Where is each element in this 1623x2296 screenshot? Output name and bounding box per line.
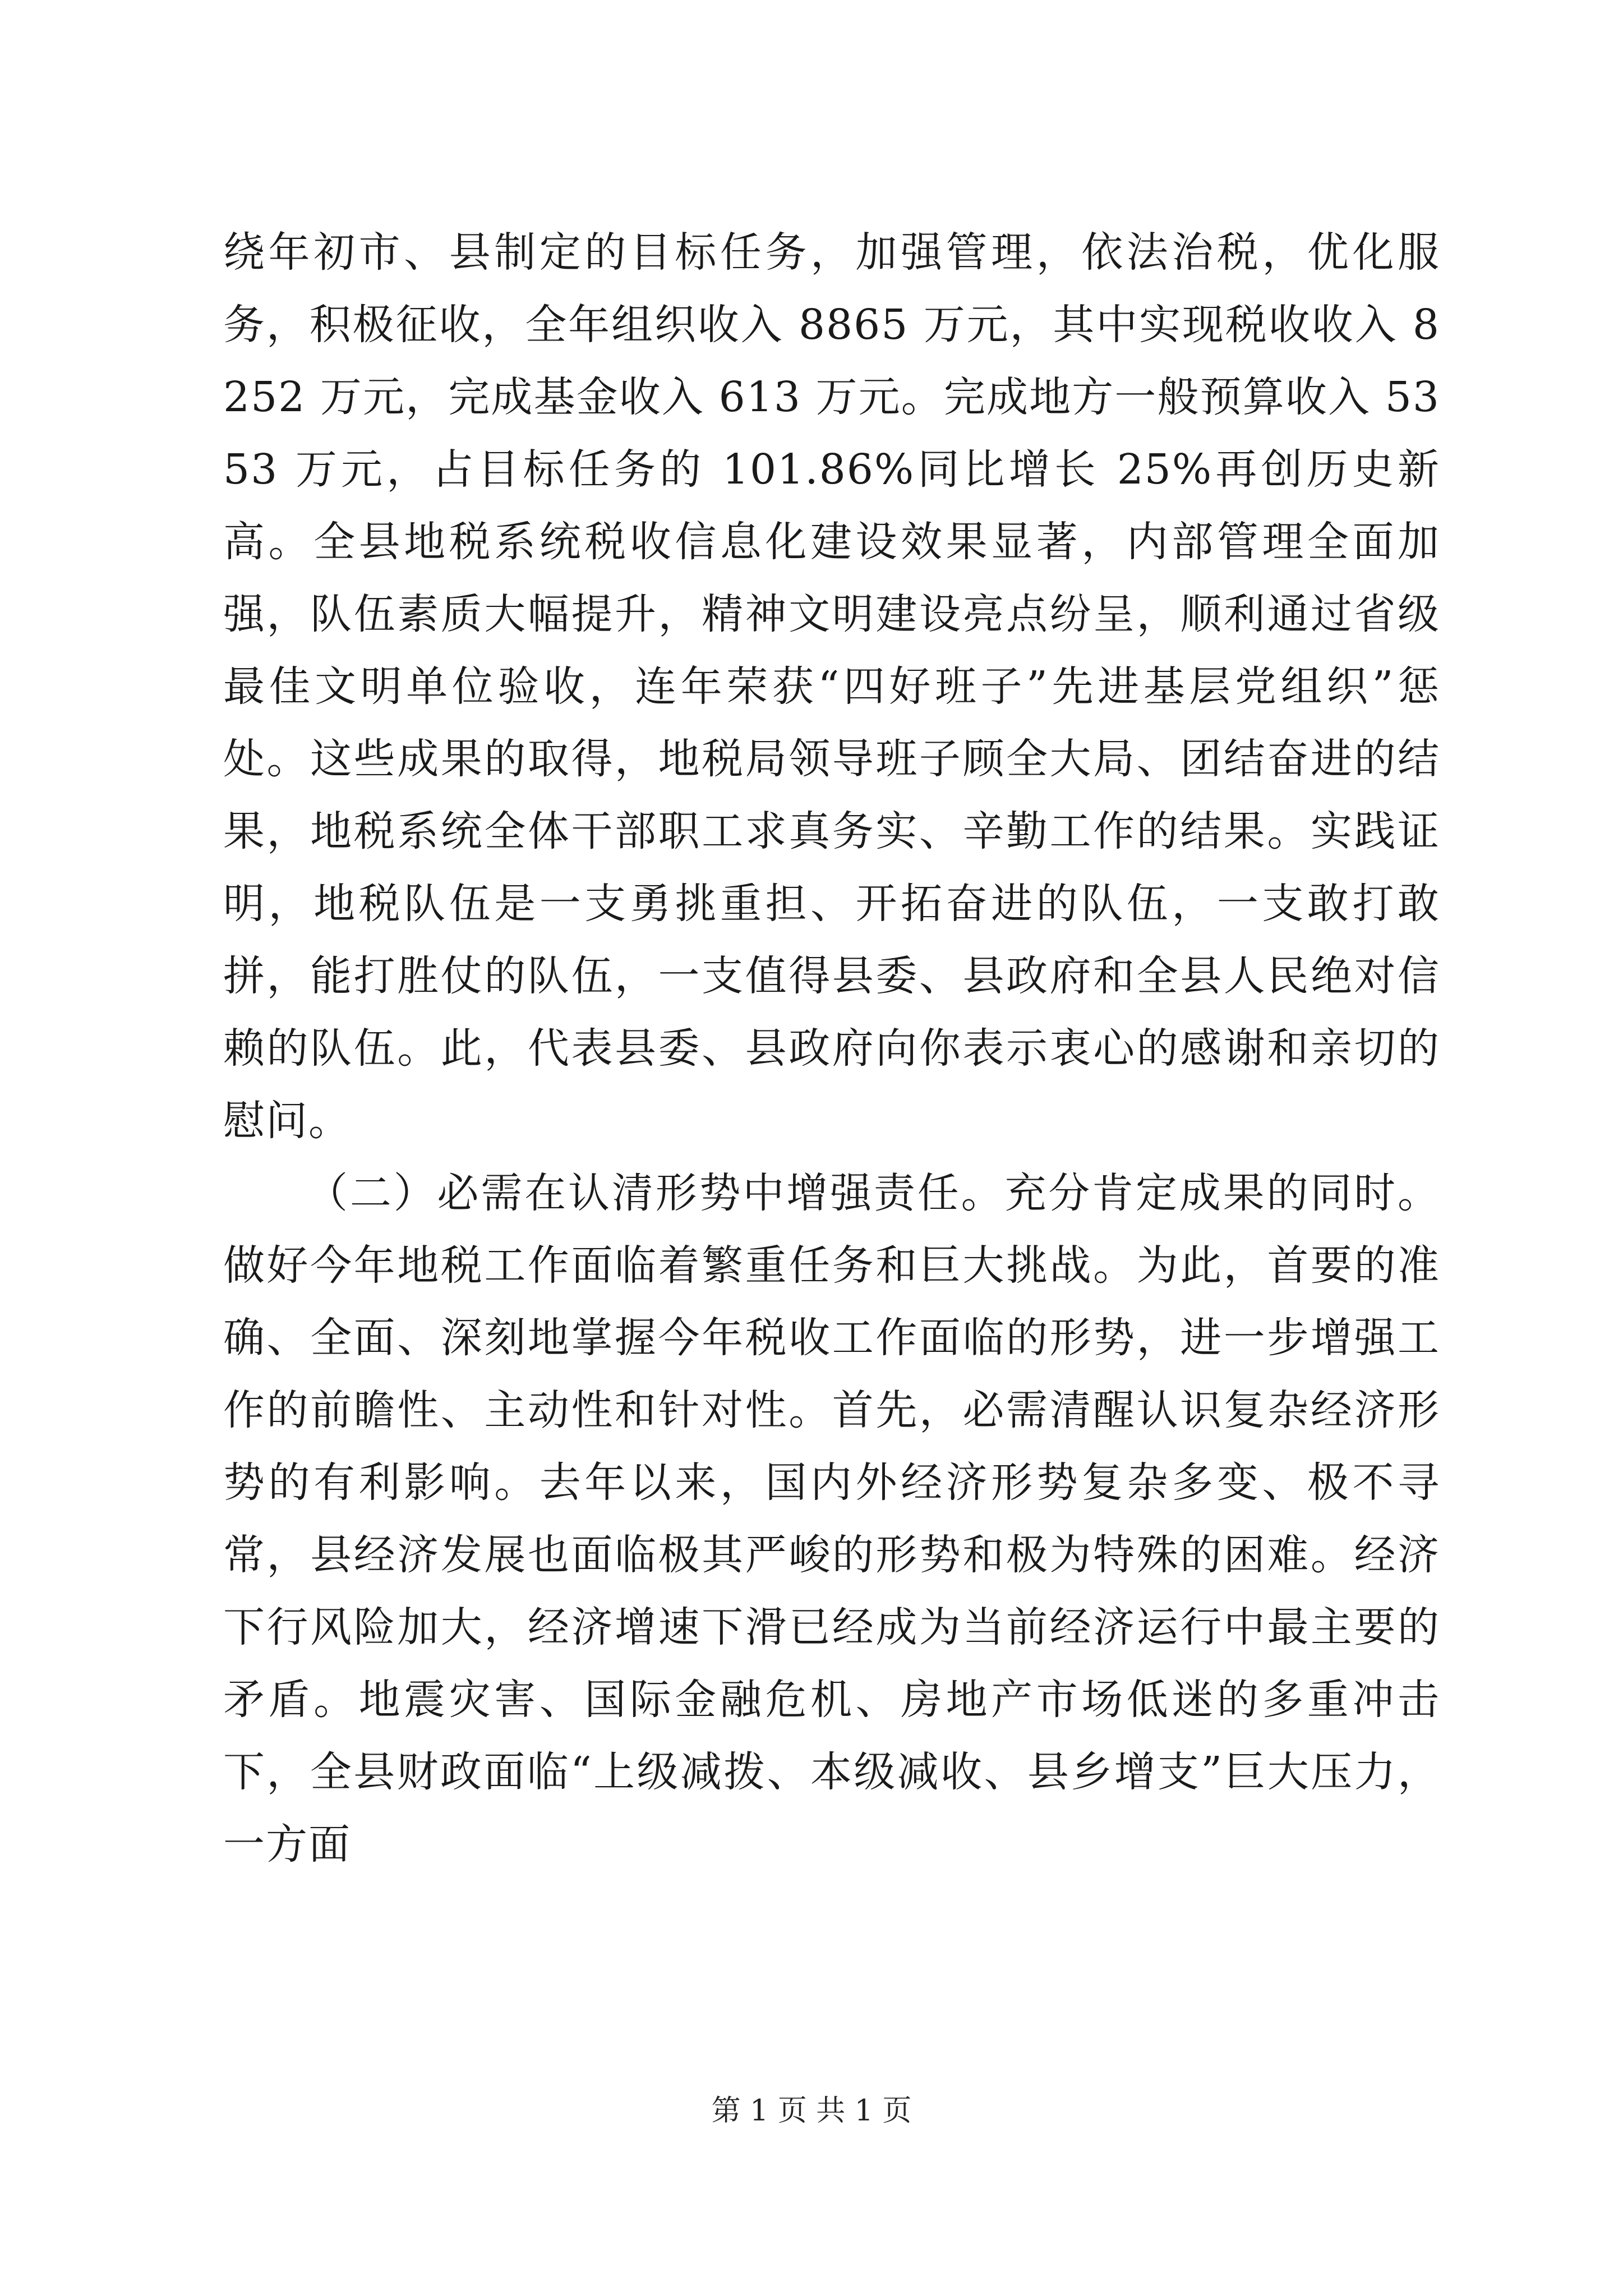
paragraph-2: （二）必需在认清形势中增强责任。充分肯定成果的同时。做好今年地税工作面临着繁重任务和巨大挑战。为此，首要的准确、全面、深刻地掌握今年税收工作面临的形势，进一步增强工作的前瞻性、主动性和针对性。首先，必需清醒认识复杂经济形势的有利影响。去年以来，国内外经济形势复杂多变、极不寻常，县经济发展也面临极其严峻的形势和极为特殊的困难。经济下行风险加大，经济增速下滑已经成为当前经济运行中最主要的矛盾。地震灾害、国际金融危机、房地产市场低迷的多重冲击下，全县财政面临“上级减拨、本级减收、县乡增支”巨大压力，一方面 <box>223 1169 1440 1869</box>
paragraph-1: 绕年初市、县制定的目标任务，加强管理，依法治税，优化服务，积极征收，全年组织收入 8865 万元，其中实现税收收入 8252 万元，完成基金收入 613 万元。完成地方一般预算收入 5353 万元，占目标任务的 101.86%同比增长 25%再创历史新高。全县地税系统税收信息化建设效果显著，内部管理全面加强，队伍素质大幅提升，精神文明建设亮点纷呈，顺利通过省级最佳文明单位验收，连年荣获“四好班子”先进基层党组织”惩处。这些成果的取得，地税局领导班子顾全大局、团结奋进的结果，地税系统全体干部职工求真务实、辛勤工作的结果。实践证明，地税队伍是一支勇挑重担、开拓奋进的队伍，一支敢打敢拼，能打胜仗的队伍，一支值得县委、县政府和全县人民绝对信赖的队伍。此，代表县委、县政府向你表示衷心的感谢和亲切的慰问。 <box>223 228 1440 1145</box>
page-footer: 第 1 页 共 1 页 <box>711 2094 912 2128</box>
document-body <box>223 217 1440 1881</box>
